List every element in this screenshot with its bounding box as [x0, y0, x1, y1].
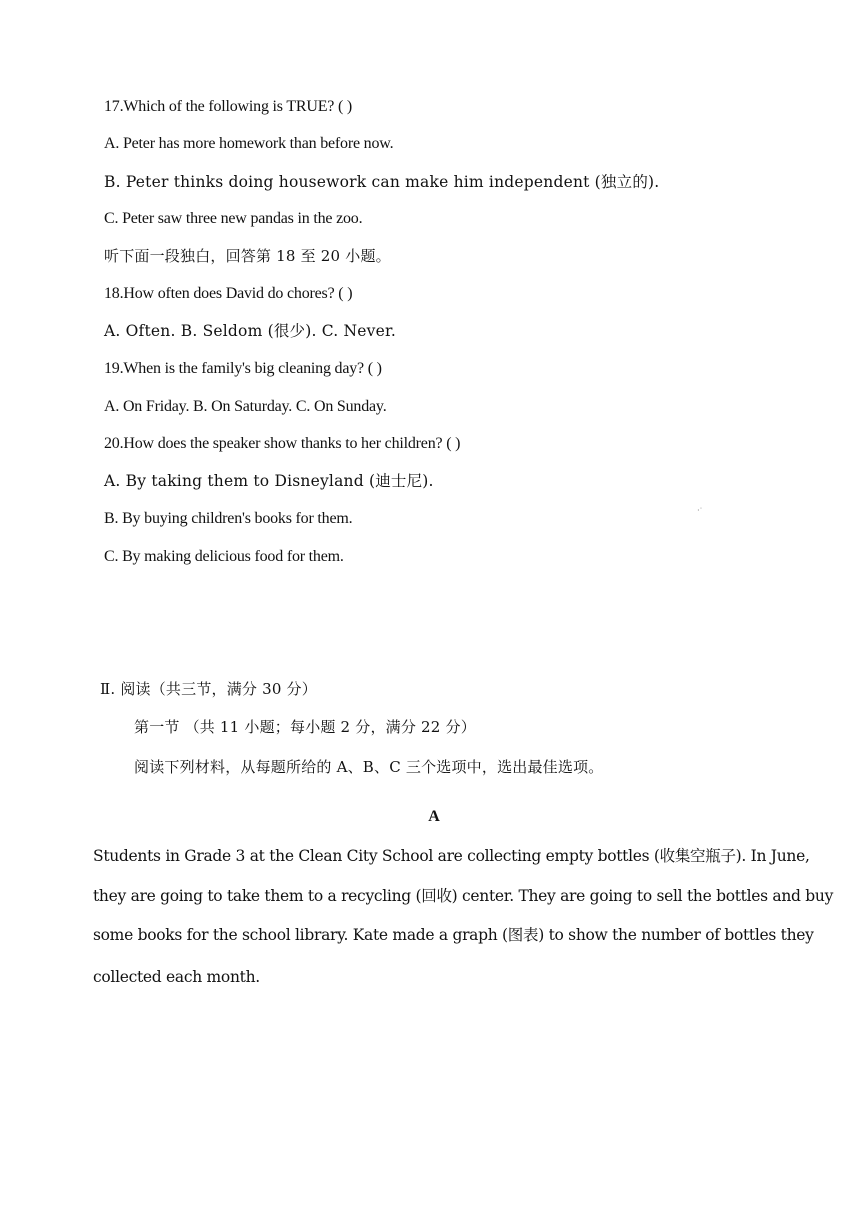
question-17-option-a: A. Peter has more homework than before now. [104, 135, 394, 152]
passage-line: Students in Grade 3 at the Clean City School are collecting empty bottles (收集空瓶子). In June, [93, 847, 810, 865]
passage-line: collected each month. [93, 968, 260, 986]
question-20-option-a: A. By taking them to Disneyland (迪士尼). [104, 472, 434, 490]
question-19-stem: 19.When is the family's big cleaning day? ( ) [104, 360, 382, 377]
question-18-stem: 18.How often does David do chores? ( ) [104, 285, 353, 302]
question-17-stem: 17.Which of the following is TRUE? ( ) [104, 98, 353, 115]
question-20-option-c: C. By making delicious food for them. [104, 548, 344, 565]
reading-instructions: 阅读下列材料，从每题所给的 A、B、C 三个选项中，选出最佳选项。 [134, 758, 604, 776]
question-20-stem: 20.How does the speaker show thanks to her children? ( ) [104, 435, 461, 452]
monologue-instruction: 听下面一段独白，回答第 18 至 20 小题。 [104, 247, 391, 265]
question-17-option-c: C. Peter saw three new pandas in the zoo. [104, 210, 363, 227]
reading-part1-title: 第一节 （共 11 小题；每小题 2 分，满分 22 分） [134, 718, 476, 736]
passage-label: A [428, 808, 440, 825]
passage-line: some books for the school library. Kate made a graph (图表) to show the number of bottles they [93, 926, 814, 944]
passage-line: they are going to take them to a recycling (回收) center. They are going to sell the bottles and buy [93, 887, 834, 905]
question-20-option-b: B. By buying children's books for them. [104, 510, 353, 527]
question-19-options: A. On Friday. B. On Saturday. C. On Sunday. [104, 398, 387, 415]
question-17-option-b: B. Peter thinks doing housework can make him independent (独立的). [104, 173, 660, 191]
scan-speck: ·˙ [697, 506, 703, 515]
reading-section-title: Ⅱ. 阅读（共三节，满分 30 分） [100, 680, 317, 698]
question-18-options: A. Often. B. Seldom (很少). C. Never. [104, 322, 397, 340]
